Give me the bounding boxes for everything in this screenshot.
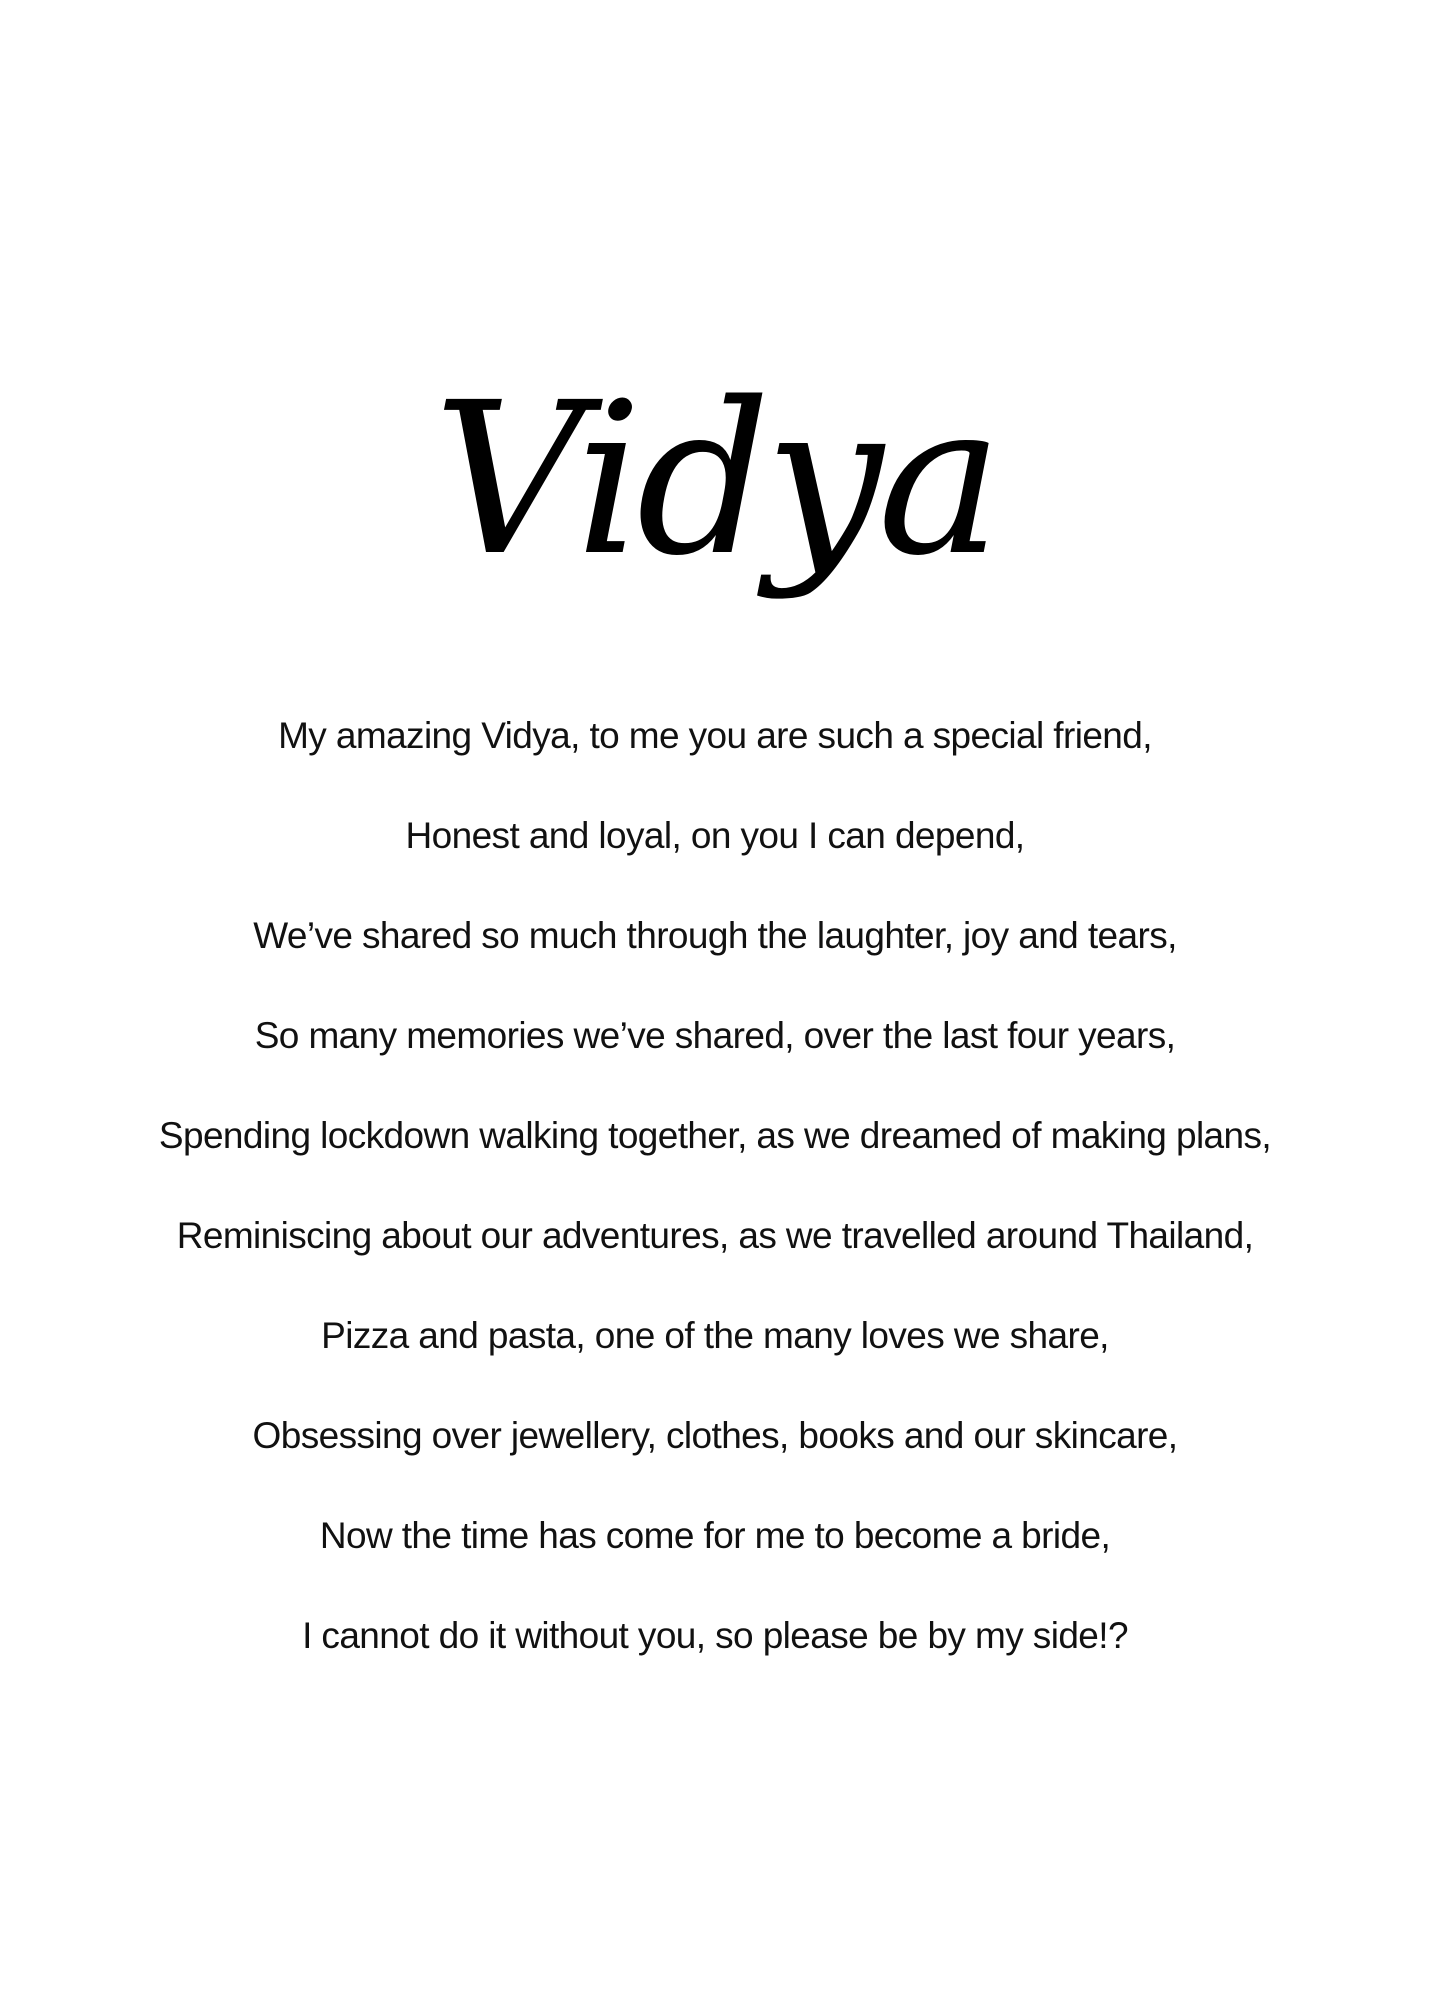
poem-line: Honest and loyal, on you I can depend, <box>405 815 1025 856</box>
poem-line: Spending lockdown walking together, as we dreamed of making plans, <box>158 1115 1272 1156</box>
poem-line: Obsessing over jewellery, clothes, books and our skincare, <box>252 1415 1178 1456</box>
poem-line: Reminiscing about our adventures, as we travelled around Thailand, <box>176 1215 1254 1256</box>
poem-line: Pizza and pasta, one of the many loves we share, <box>321 1315 1109 1356</box>
poem-line: I cannot do it without you, so please be by my side!? <box>302 1615 1128 1656</box>
poem-line: So many memories we’ve shared, over the last four years, <box>254 1015 1176 1056</box>
poem-line: Now the time has come for me to become a bride, <box>319 1515 1111 1556</box>
poem-body <box>0 706 1430 1706</box>
poem-line: My amazing Vidya, to me you are such a special friend, <box>278 715 1152 756</box>
poem-line: We’ve shared so much through the laughter, joy and tears, <box>253 915 1177 956</box>
poem-title: Vidya <box>433 357 997 602</box>
